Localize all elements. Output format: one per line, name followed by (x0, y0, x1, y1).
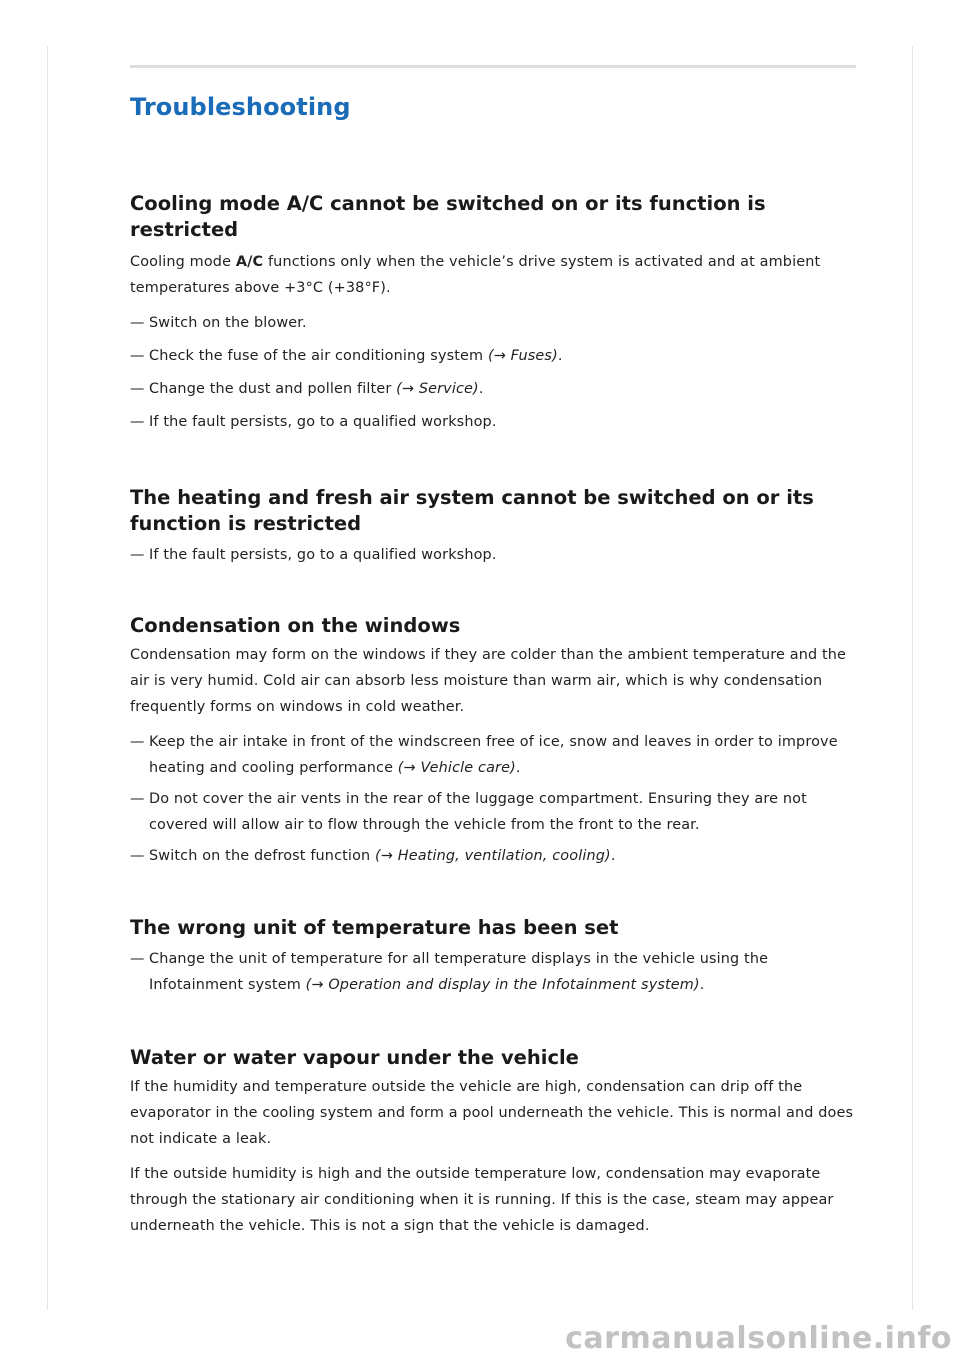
cross-reference-link[interactable]: (→ Service) (396, 381, 479, 397)
section-condensation (130, 613, 860, 869)
cross-reference-link[interactable]: (→ Heating, ventilation, cooling) (375, 848, 611, 864)
list-item: — Change the dust and pollen filter (→ Service). (130, 381, 484, 397)
page-border-right (912, 46, 913, 1310)
section-heating (130, 485, 860, 568)
section-temperature-unit (130, 915, 860, 998)
section-heading: Cooling mode A/C cannot be switched on or its function is restricted (130, 192, 766, 241)
list-item: — Change the unit of temperature for all temperature displays in the vehicle using the Infotainment system (→ Operation and display in the Infotainment system). (130, 951, 769, 993)
list-item: — Check the fuse of the air conditioning system (→ Fuses). (130, 348, 563, 364)
list-item: — If the fault persists, go to a qualified workshop. (130, 414, 497, 430)
section-intro: Cooling mode A/C functions only when the vehicle’s drive system is activated and at ambient temperatures above +3°C (+38°F). (130, 254, 821, 296)
section-water-vapour (130, 1045, 860, 1239)
document-body (130, 90, 860, 1239)
section-intro: Condensation may form on the windows if they are colder than the ambient temperature and the air is very humid. Cold air can absorb less moisture than warm air, which is why condensation frequently forms on windows in cold weather. (130, 647, 847, 715)
list-item: — Switch on the blower. (130, 315, 307, 331)
page-border-left (47, 46, 48, 1310)
cross-reference-link[interactable]: (→ Operation and display in the Infotainment system) (305, 977, 700, 993)
list-item: — Switch on the defrost function (→ Heating, ventilation, cooling). (130, 848, 616, 864)
section-ac (130, 191, 860, 435)
section-heading: The wrong unit of temperature has been set (130, 916, 619, 939)
cross-reference-link[interactable]: (→ Fuses) (487, 348, 558, 364)
section-heading: Water or water vapour under the vehicle (130, 1046, 579, 1069)
cross-reference-link[interactable]: (→ Vehicle care) (397, 760, 516, 776)
paragraph: If the outside humidity is high and the outside temperature low, condensation may evaporate through the stationary air conditioning when it is running. If this is the case, steam may appear underneath the vehicle. This is not a sign that the vehicle is damaged. (130, 1166, 834, 1234)
paragraph: If the humidity and temperature outside the vehicle are high, condensation can drip off the evaporator in the cooling system and form a pool underneath the vehicle. This is normal and does not indicate a leak. (130, 1079, 854, 1147)
page-title: Troubleshooting (130, 93, 351, 121)
section-heading: Condensation on the windows (130, 614, 461, 637)
list-item: — Keep the air intake in front of the windscreen free of ice, snow and leaves in order to improve heating and cooling performance (→ Vehicle care). (130, 734, 838, 776)
ac-label: A/C (235, 254, 264, 270)
watermark: carmanualsonline.info (565, 1321, 952, 1356)
header-divider (130, 65, 856, 68)
section-heading: The heating and fresh air system cannot be switched on or its function is restricted (130, 486, 814, 535)
list-item: — If the fault persists, go to a qualified workshop. (130, 547, 497, 563)
list-item: — Do not cover the air vents in the rear of the luggage compartment. Ensuring they are not covered will allow air to flow through the vehicle from the front to the rear. (130, 791, 807, 833)
